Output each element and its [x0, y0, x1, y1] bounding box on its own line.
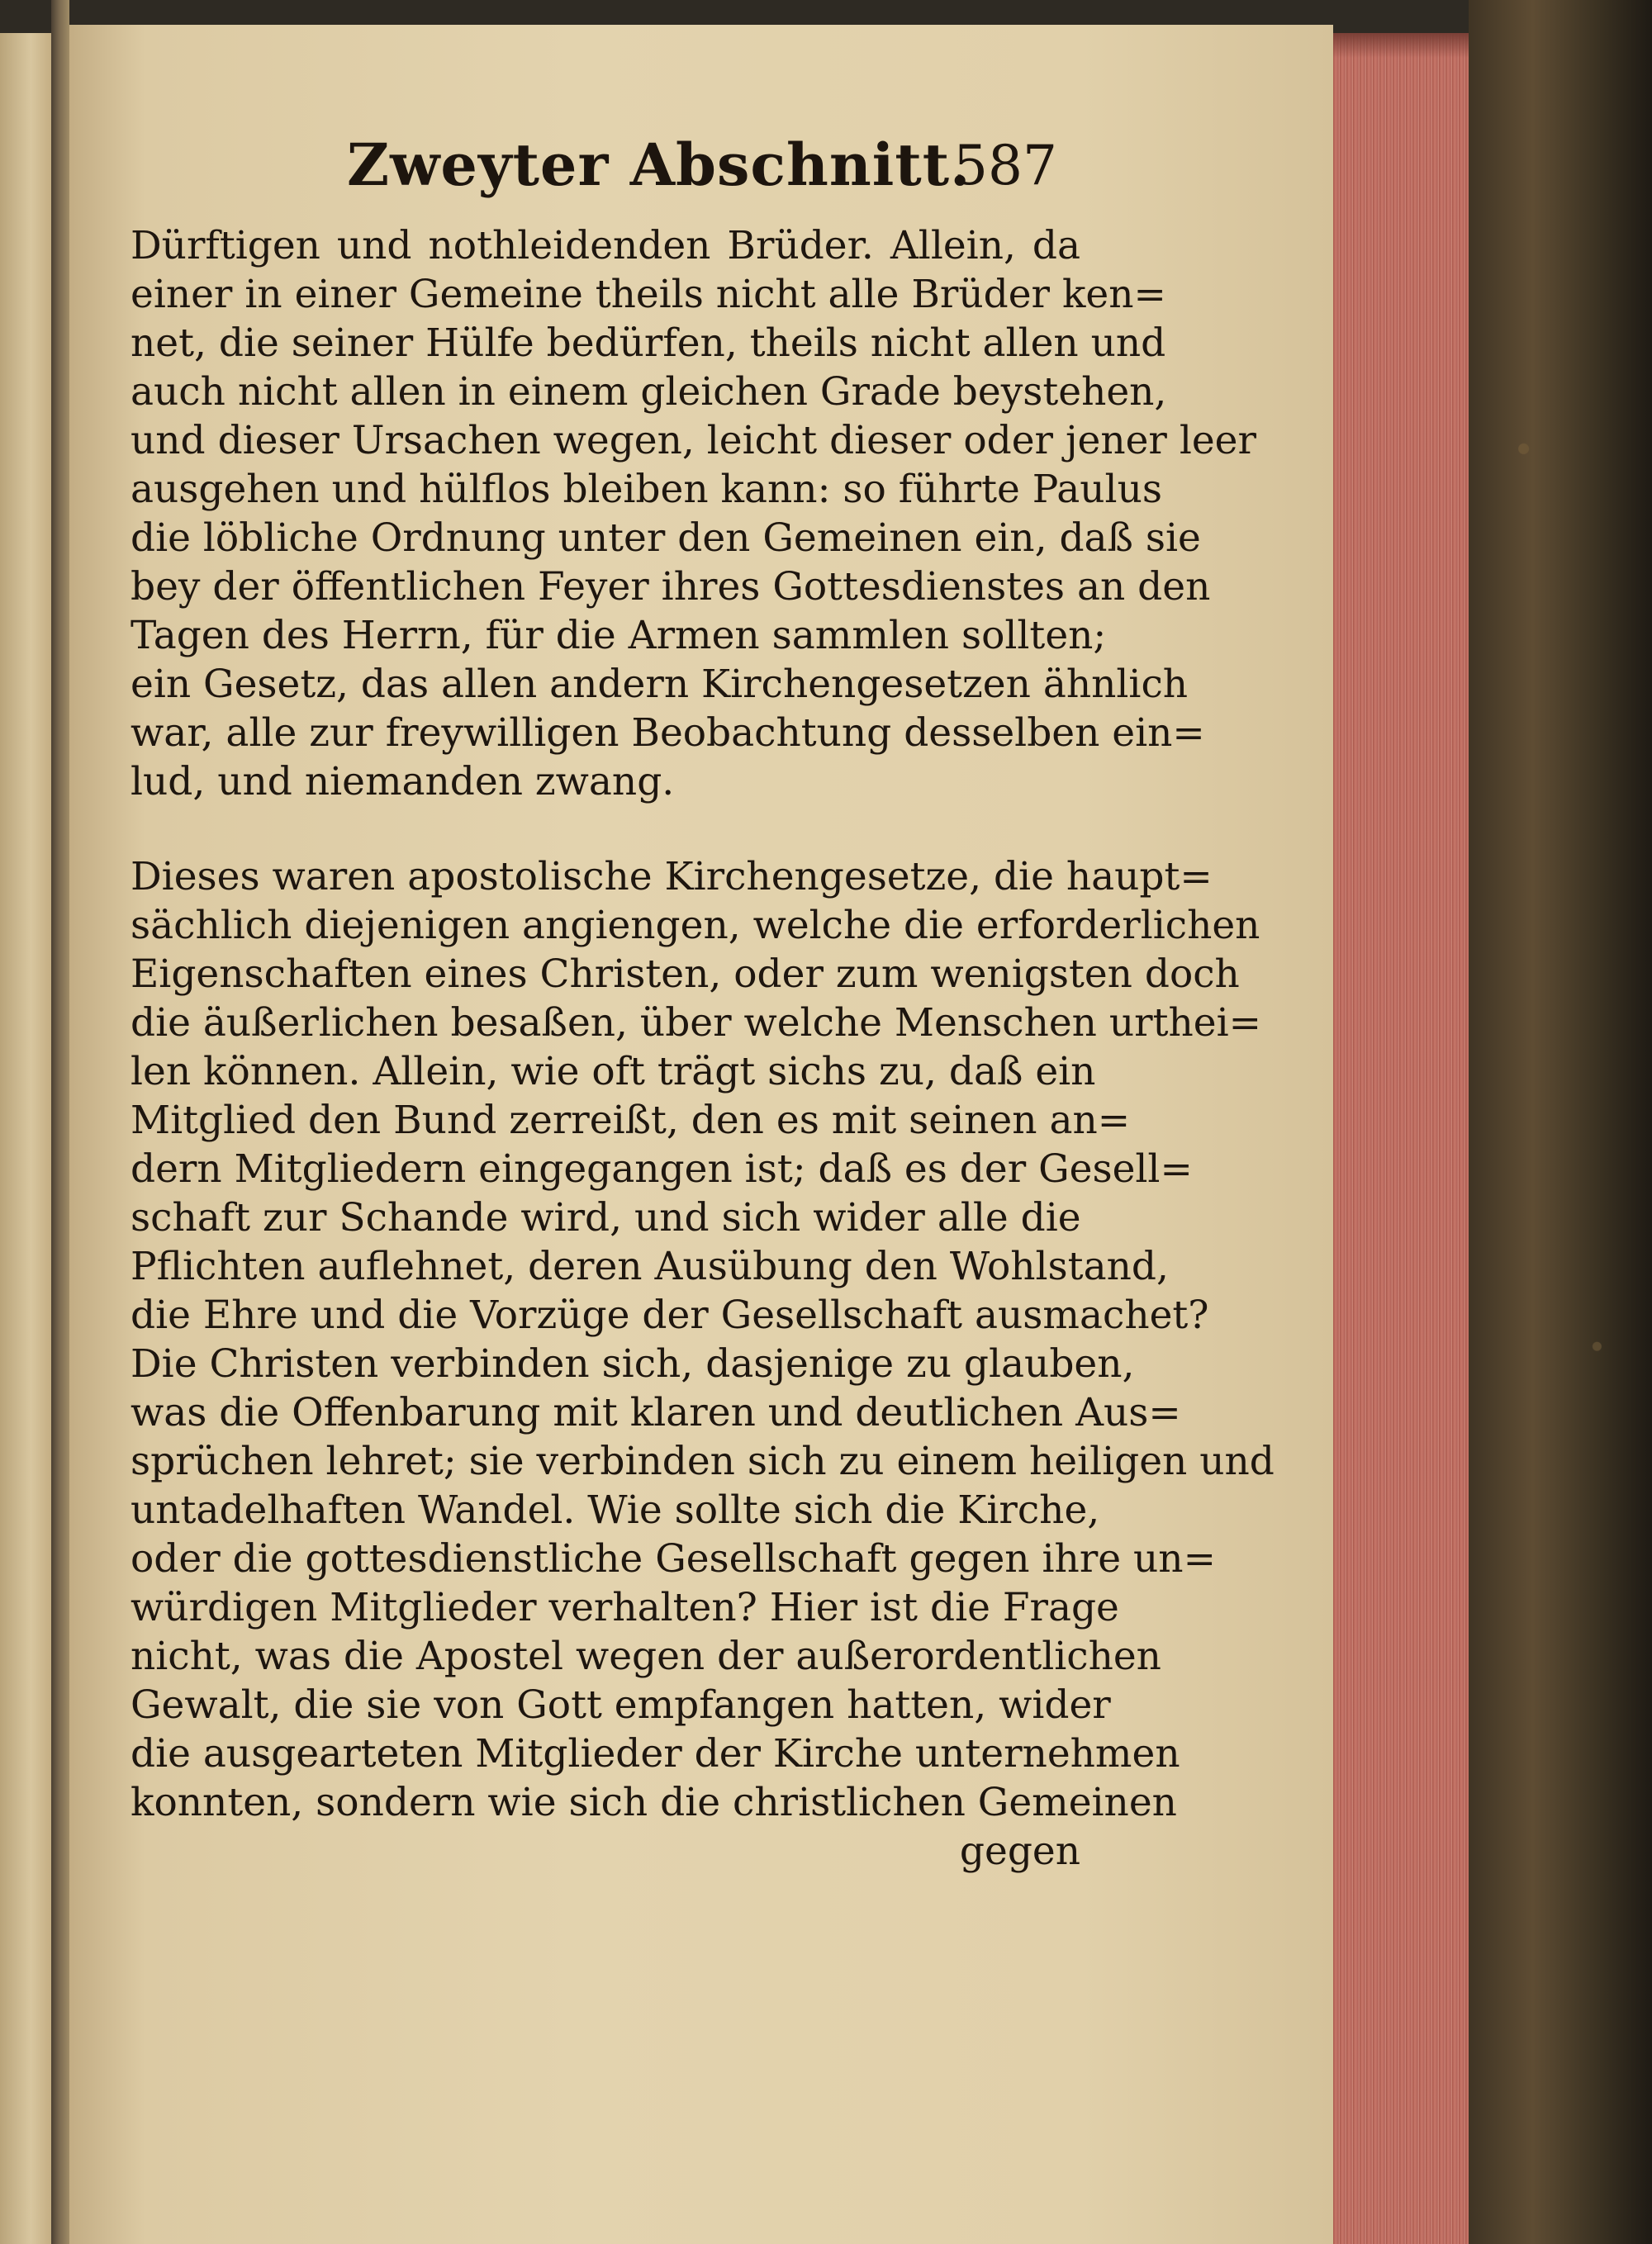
- text-line: bey der öffentlichen Feyer ihres Gottesdienstes an den: [131, 564, 1211, 610]
- text-line: Mitglied den Bund zerreißt, den es mit seinen an=: [131, 1098, 1131, 1143]
- text-line: einer in einer Gemeine theils nicht alle Brüder ken=: [131, 272, 1166, 317]
- running-title: Zweyter Abschnitt.: [347, 130, 971, 199]
- text-line: war, alle zur freywilligen Beobachtung desselben ein=: [131, 710, 1205, 756]
- text-line: Tagen des Herrn, für die Armen sammlen sollten;: [131, 613, 1107, 658]
- text-line: die Ehre und die Vorzüge der Gesellschaft ausmachet?: [131, 1293, 1209, 1338]
- text-line: die löbliche Ordnung unter den Gemeinen ein, daß sie: [131, 515, 1201, 561]
- text-line: ein Gesetz, das allen andern Kirchengesetzen ähnlich: [131, 662, 1189, 707]
- page-number: 587: [953, 134, 1057, 197]
- text-line: Pflichten auflehnet, deren Ausübung den Wohlstand,: [131, 1244, 1169, 1289]
- text-line: untadelhaften Wandel. Wie sollte sich die Kirche,: [131, 1487, 1100, 1533]
- text-line: len können. Allein, wie oft trägt sichs zu, daß ein: [131, 1049, 1096, 1094]
- text-line: net, die seiner Hülfe bedürfen, theils nicht allen und: [131, 320, 1166, 366]
- page-edges: [1333, 33, 1469, 2244]
- text-line: sächlich diejenigen angiengen, welche die erforderlichen: [131, 903, 1260, 948]
- text-line: sprüchen lehret; sie verbinden sich zu einem heiligen und: [131, 1439, 1275, 1484]
- text-line: schaft zur Schande wird, und sich wider alle die: [131, 1195, 1081, 1241]
- text-line: nicht, was die Apostel wegen der außerordentlichen: [131, 1634, 1161, 1679]
- paragraph-2: [131, 852, 1275, 1827]
- text-line: Die Christen verbinden sich, dasjenige zu glauben,: [131, 1341, 1135, 1387]
- body-text: [131, 221, 1275, 1876]
- text-line: Dieses waren apostolische Kirchengesetze, die haupt=: [131, 854, 1213, 899]
- page-header: [347, 130, 1057, 205]
- text-line: dern Mitgliedern eingegangen ist; daß es der Gesell=: [131, 1146, 1193, 1192]
- text-line: die äußerlichen besaßen, über welche Menschen urthei=: [131, 1000, 1261, 1046]
- text-line: ausgehen und hülflos bleiben kann: so führte Paulus: [131, 467, 1162, 512]
- text-line: die ausgearteten Mitglieder der Kirche unternehmen: [131, 1731, 1180, 1777]
- text-line: was die Offenbarung mit klaren und deutlichen Aus=: [131, 1390, 1181, 1435]
- text-line: würdigen Mitglieder verhalten? Hier ist die Frage: [131, 1585, 1119, 1630]
- paragraph-gap: [131, 806, 1080, 852]
- text-line: oder die gottesdienstliche Gesellschaft gegen ihre un=: [131, 1536, 1216, 1582]
- facing-page-edge: [0, 33, 51, 2244]
- text-line: lud, und niemanden zwang.: [131, 759, 675, 804]
- text-line: Gewalt, die sie von Gott empfangen hatten, wider: [131, 1682, 1111, 1728]
- text-line: Dürftigen und nothleidenden Brüder. Allein, da: [131, 223, 1080, 268]
- text-line: auch nicht allen in einem gleichen Grade beystehen,: [131, 369, 1167, 415]
- book-cover: [1469, 0, 1652, 2244]
- text-line: und dieser Ursachen wegen, leicht dieser oder jener leer: [131, 418, 1256, 463]
- book-gutter: [51, 0, 69, 2244]
- paragraph-1: [131, 221, 1256, 806]
- text-line: Eigenschaften eines Christen, oder zum wenigsten doch: [131, 951, 1240, 997]
- catchword: gegen: [959, 1829, 1080, 1874]
- text-line: konnten, sondern wie sich die christlichen Gemeinen: [131, 1780, 1177, 1825]
